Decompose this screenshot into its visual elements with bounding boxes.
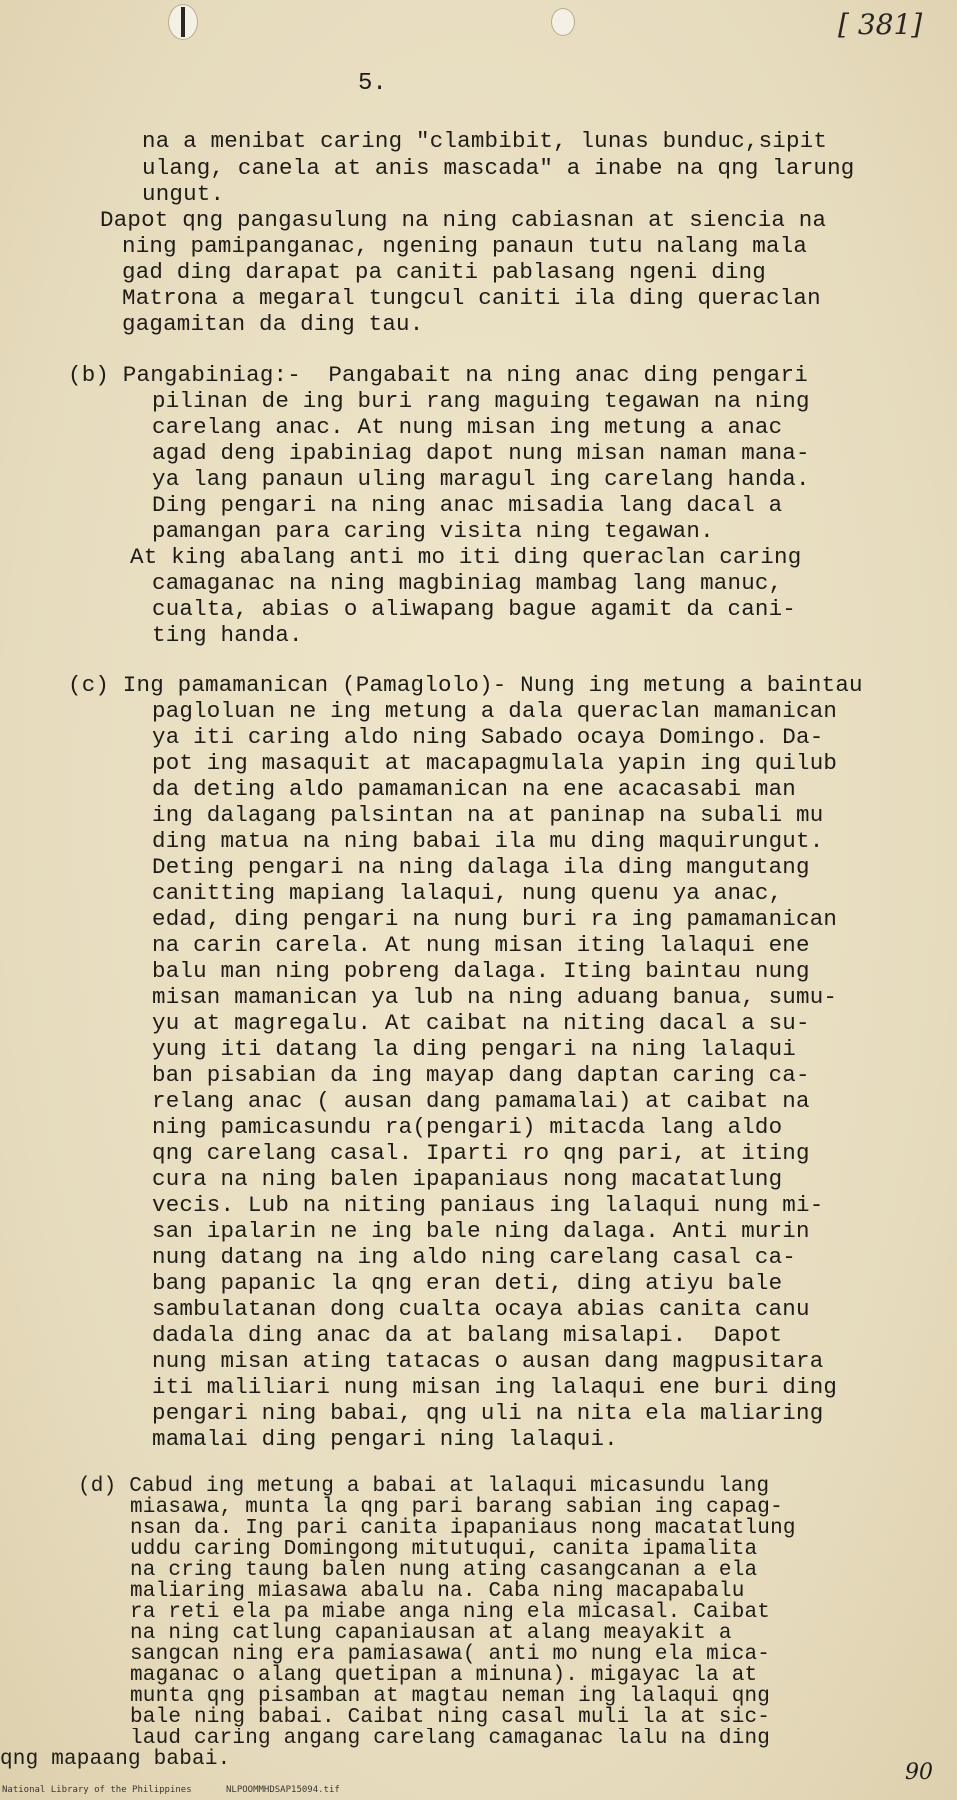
text-line: iti maliliari nung misan ing lalaqui ene buri ding: [152, 1374, 838, 1400]
punch-hole-icon: [551, 8, 575, 36]
text-line: canitting mapiang lalaqui, nung quenu ya anac,: [152, 880, 783, 906]
text-line: maganac o alang quetipan a minuna). migayac la at: [130, 1664, 758, 1687]
text-line: Ding pengari na ning anac misadia lang dacal a: [152, 492, 783, 518]
text-line: ra reti ela pa miabe anga ning ela micasal. Caibat: [130, 1601, 771, 1624]
text-line: Dapot qng pangasulung na ning cabiasnan at siencia na: [100, 207, 827, 233]
margin-note: 90: [905, 1760, 933, 1785]
text-line: mamalai ding pengari ning lalaqui.: [152, 1426, 618, 1452]
archive-reference: [ 381]: [838, 8, 923, 41]
text-line: munta qng pisamban at magtau neman ing lalaqui qng: [130, 1685, 771, 1708]
text-line: gagamitan da ding tau.: [122, 311, 424, 337]
text-line: yu at magregalu. At caibat na niting dacal a su-: [152, 1010, 810, 1036]
text-line: pamangan para caring visita ning tegawan.: [152, 518, 714, 544]
text-line: At king abalang anti mo iti ding queraclan caring: [130, 544, 802, 570]
text-line: ning pamicasundu ra(pengari) mitacda lang aldo: [152, 1114, 783, 1140]
text-line: bale ning babai. Caibat ning casal muli la at sic-: [130, 1706, 771, 1729]
text-line: na ning catlung capaniausan at alang meayakit a: [130, 1622, 732, 1645]
text-line: ting handa.: [152, 622, 303, 648]
text-line: gad ding darapat pa caniti pablasang ngeni ding: [122, 259, 767, 285]
text-line: na cring taung balen nung ating casangcanan a ela: [130, 1559, 758, 1582]
punch-hole-icon: [168, 4, 198, 40]
text-line: pagloluan ne ing metung a dala queraclan mamanican: [152, 698, 838, 724]
text-line: cualta, abias o aliwapang bague agamit da cani-: [152, 596, 797, 622]
text-line: sangcan ning era pamiasawa( anti mo nung ela mica-: [130, 1643, 771, 1666]
text-line: edad, ding pengari na nung buri ra ing pamamanican: [152, 906, 838, 932]
text-line: na carin carela. At nung misan iting lalaqui ene: [152, 932, 810, 958]
text-line: nsan da. Ing pari canita ipapaniaus nong macatatlung: [130, 1517, 796, 1540]
page-number: 5.: [358, 70, 387, 97]
text-line: nung misan ating tatacas o ausan dang magpusitara: [152, 1348, 824, 1374]
footer-institution: National Library of the Philippines: [2, 1785, 192, 1795]
text-line: vecis. Lub na niting paniaus ing lalaqui nung mi-: [152, 1192, 824, 1218]
text-line: nung datang na ing aldo ning carelang casal ca-: [152, 1244, 797, 1270]
footer-filename: NLPOOMMHDSAP15094.tif: [226, 1785, 340, 1795]
text-line: balu man ning pobreng dalaga. Iting baintau nung: [152, 958, 810, 984]
text-line: sambulatanan dong cualta ocaya abias canita canu: [152, 1296, 810, 1322]
text-line: laud caring angang carelang camaganac lalu na ding: [130, 1728, 771, 1749]
text-line: na a menibat caring "clambibit, lunas bunduc,sipit: [142, 128, 828, 154]
text-line: agad deng ipabiniag dapot nung misan naman mana-: [152, 440, 810, 466]
text-line: carelang anac. At nung misan ing metung a anac: [152, 414, 783, 440]
text-line: ding matua na ning babai ila mu ding maquirungut.: [152, 828, 824, 854]
text-line: ban pisabian da ing mayap dang daptan caring ca-: [152, 1062, 810, 1088]
text-line: ungut.: [142, 181, 225, 207]
text-line: pilinan de ing buri rang maguing tegawan na ning: [152, 388, 810, 414]
text-line: maliaring miasawa abalu na. Caba ning macapabalu: [130, 1580, 745, 1603]
text-line: pengari ning babai, qng uli na nita ela maliaring: [152, 1400, 824, 1426]
section-d-heading: (d) Cabud ing metung a babai at lalaqui micasundu lang: [78, 1475, 770, 1498]
text-line: camaganac na ning magbiniag mambag lang manuc,: [152, 570, 783, 596]
text-line: cura na ning balen ipapaniaus nong macatatlung: [152, 1166, 783, 1192]
text-line: san ipalarin ne ing bale ning dalaga. Anti murin: [152, 1218, 810, 1244]
text-line: ya iti caring aldo ning Sabado ocaya Domingo. Da-: [152, 724, 824, 750]
text-line: misan mamanican ya lub na ning aduang banua, sumu-: [152, 984, 838, 1010]
text-line: ing dalagang palsintan na at paninap na subali mu: [152, 802, 824, 828]
text-line: uddu caring Domingong mitutuqui, canita ipamalita: [130, 1538, 758, 1561]
text-line: relang anac ( ausan dang pamamalai) at caibat na: [152, 1088, 810, 1114]
section-b-heading: (b) Pangabiniag:- Pangabait na ning anac ding pengari: [68, 362, 808, 388]
text-line: ning pamipanganac, ngening panaun tutu nalang mala: [122, 233, 808, 259]
text-line: qng carelang casal. Iparti ro qng pari, at iting: [152, 1140, 810, 1166]
text-line: da deting aldo pamamanican na ene acacasabi man: [152, 776, 797, 802]
text-line: bang papanic la qng eran deti, ding atiyu bale: [152, 1270, 783, 1296]
text-line: pot ing masaquit at macapagmulala yapin ing quilub: [152, 750, 838, 776]
scan-footer: [2, 1785, 340, 1795]
text-line: Deting pengari na ning dalaga ila ding mangutang: [152, 854, 810, 880]
text-line: qng mapaang babai.: [0, 1748, 231, 1771]
text-line: ulang, canela at anis mascada" a inabe na qng larung: [142, 155, 855, 181]
text-line: dadala ding anac da at balang misalapi. Dapot: [152, 1322, 783, 1348]
section-c-heading: (c) Ing pamamanican (Pamaglolo)- Nung ing metung a baintau: [68, 672, 863, 698]
text-line: yung iti datang la ding pengari na ning lalaqui: [152, 1036, 797, 1062]
text-line: Matrona a megaral tungcul caniti ila ding queraclan: [122, 285, 821, 311]
text-line: miasawa, munta la qng pari barang sabian ing capag-: [130, 1496, 783, 1519]
text-line: ya lang panaun uling maragul ing carelang handa.: [152, 466, 810, 492]
